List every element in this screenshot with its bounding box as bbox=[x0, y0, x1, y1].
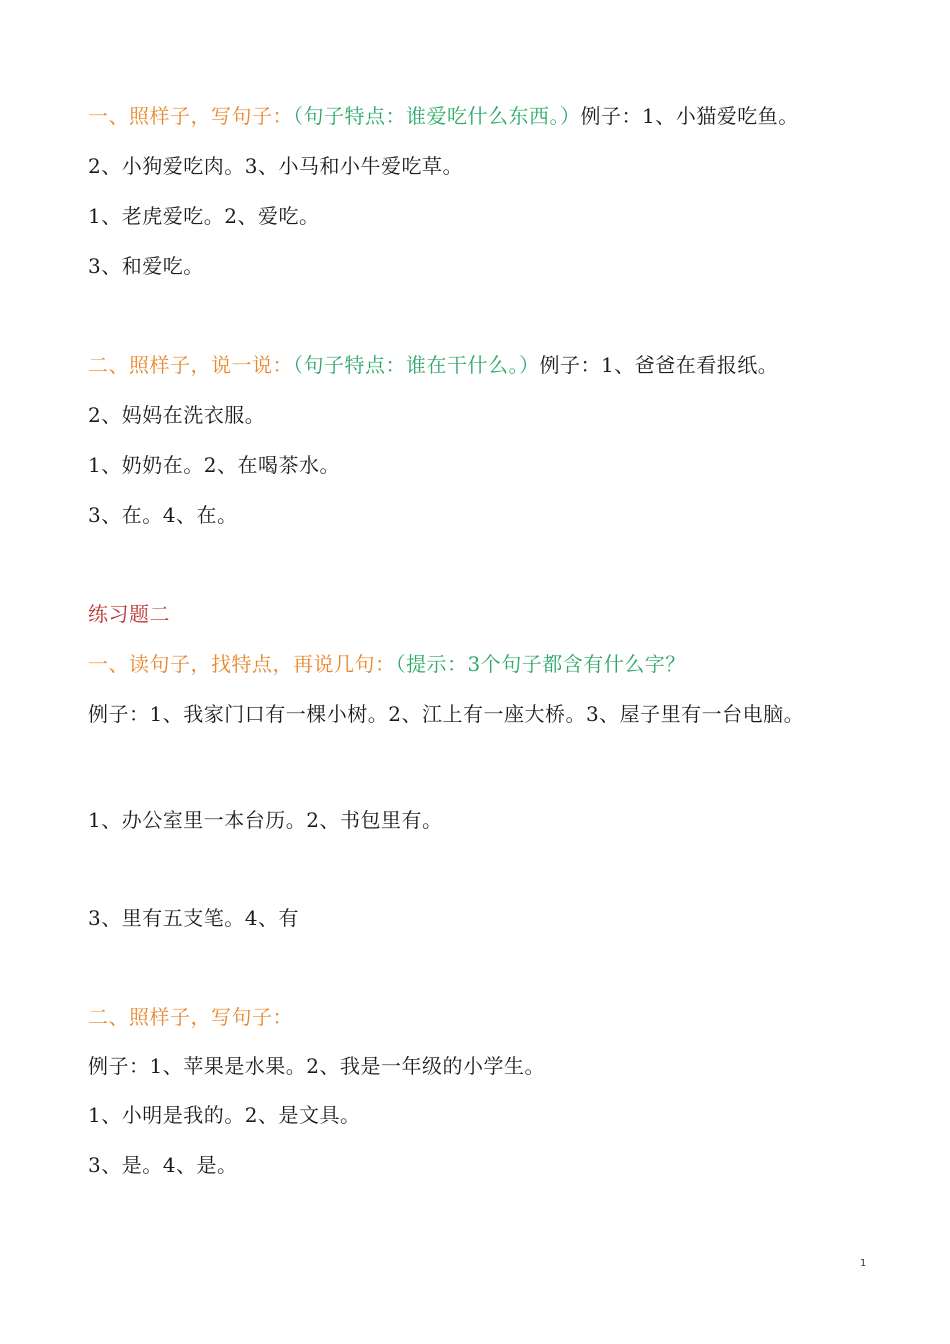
section2-line4: 3、在。4、在。 bbox=[88, 503, 238, 527]
section2-line2: 2、妈妈在洗衣服。 bbox=[88, 403, 266, 427]
section1-line4: 3、和爱吃。 bbox=[88, 254, 204, 278]
exercise2-part2-heading: 二、照样子，写句子： bbox=[88, 1005, 293, 1029]
section1-line3: 1、老虎爱吃。2、爱吃。 bbox=[88, 204, 320, 228]
exercise2-part2-line3: 1、小明是我的。2、是文具。 bbox=[88, 1103, 361, 1127]
section2-heading bbox=[88, 351, 778, 379]
exercise2-part1-instruction: 一、读句子，找特点，再说几句： bbox=[88, 652, 396, 676]
section2-heading-hint: （句子特点：谁在干什么。） bbox=[293, 353, 540, 377]
section1-heading-hint: （句子特点：谁爱吃什么东西。） bbox=[293, 104, 581, 128]
exercise2-title: 练习题二 bbox=[88, 602, 170, 626]
exercise2-part2-example: 例子：1、苹果是水果。2、我是一年级的小学生。 bbox=[88, 1054, 545, 1078]
exercise2-part1-line4: 3、里有五支笔。4、有 bbox=[88, 906, 299, 930]
exercise2-part1-example: 例子：1、我家门口有一棵小树。2、江上有一座大桥。3、屋子里有一台电脑。 bbox=[88, 702, 805, 726]
page-number: 1 bbox=[860, 1258, 867, 1269]
section1-example: 例子：1、小猫爱吃鱼。 bbox=[580, 104, 799, 128]
section1-heading bbox=[88, 102, 799, 130]
section2-heading-instruction: 二、照样子，说一说： bbox=[88, 353, 293, 377]
exercise2-part1-hint: （提示：3个句子都含有什么字？ bbox=[395, 652, 686, 676]
section2-example: 例子：1、爸爸在看报纸。 bbox=[539, 353, 779, 377]
section1-line2: 2、小狗爱吃肉。3、小马和小牛爱吃草。 bbox=[88, 154, 463, 178]
exercise2-part1-line3: 1、办公室里一本台历。2、书包里有。 bbox=[88, 808, 443, 832]
exercise2-part2-line4: 3、是。4、是。 bbox=[88, 1153, 238, 1177]
section2-line3: 1、奶奶在。2、在喝茶水。 bbox=[88, 453, 340, 477]
exercise2-part1-heading bbox=[88, 650, 686, 678]
section1-heading-instruction: 一、照样子，写句子： bbox=[88, 104, 293, 128]
